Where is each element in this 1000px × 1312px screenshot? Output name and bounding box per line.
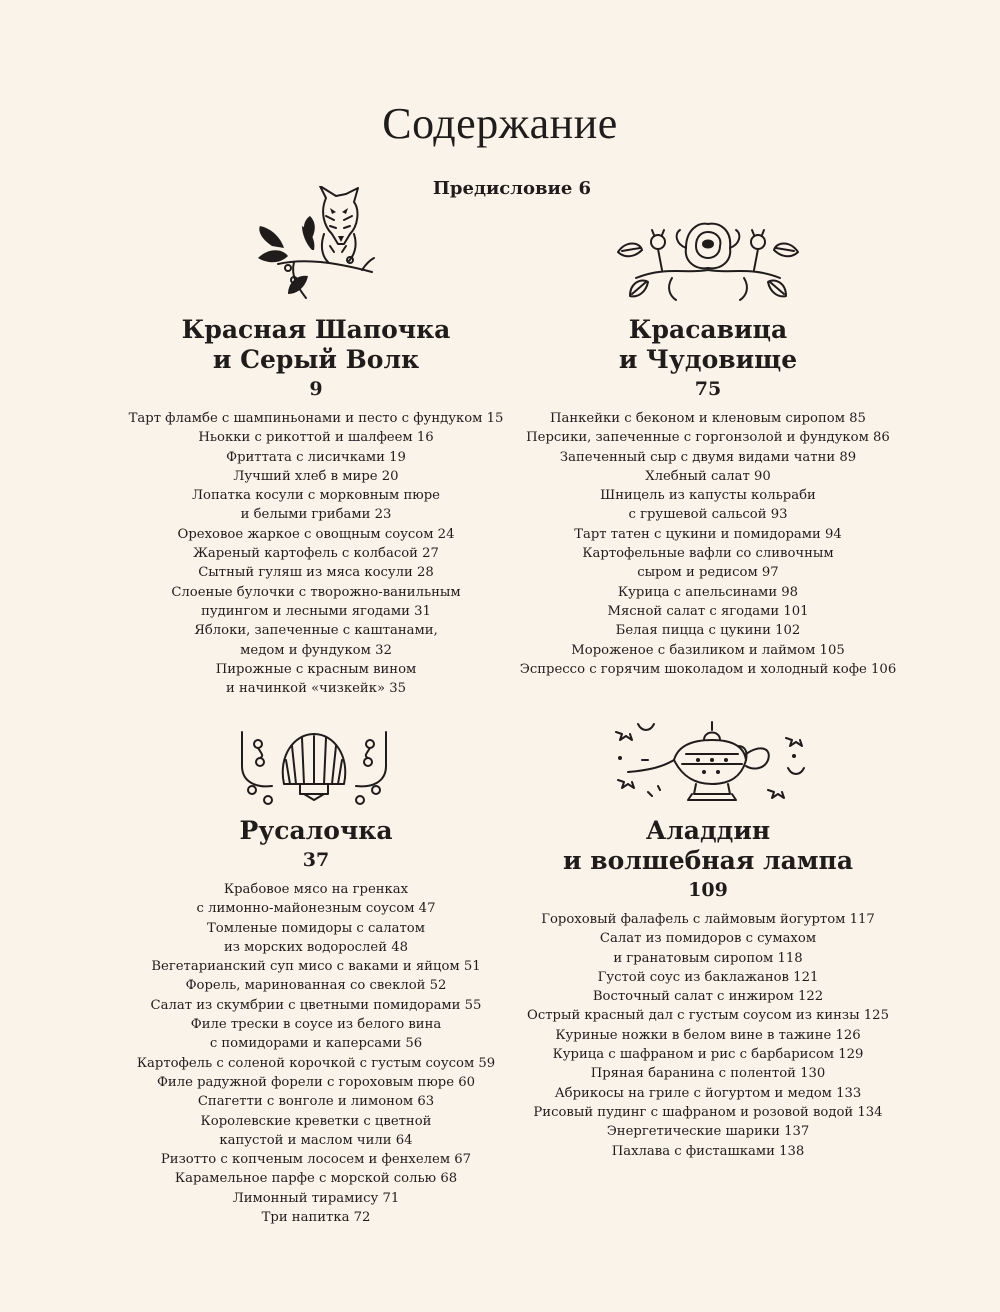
section-red-riding-hood [116,315,516,698]
recipe-entry: Густой соус из баклажанов 121 [597,969,819,985]
section-page-number: 37 [302,849,330,871]
recipe-entry: медом и фундуком 32 [240,642,392,658]
section-aladdin [508,816,908,1161]
recipe-entry: Тарт фламбе с шампиньонами и песто с фундуком 15 [128,411,504,426]
recipe-list [508,910,908,1161]
recipe-entry: капустой и маслом чили 64 [219,1132,413,1148]
section-beauty-and-beast [508,315,908,679]
recipe-entry: Фриттата с лисичками 19 [226,449,406,465]
recipe-list [508,409,908,679]
recipe-entry: и гранатовым сиропом 118 [613,950,803,966]
recipe-entry: Шницель из капусты кольраби [600,488,816,504]
recipe-entry: Салат из скумбрии с цветными помидорами 55 [150,997,482,1013]
recipe-entry: с помидорами и каперсами 56 [209,1036,423,1052]
recipe-entry: Рисовый пудинг с шафраном и розовой водой 134 [533,1104,883,1120]
recipe-entry: Лопатка косули с морковным пюре [192,488,440,504]
section-title: Аладдин [645,816,771,845]
recipe-entry: Персики, запеченные с горгонзолой и фундуком 86 [526,430,890,446]
recipe-entry: Картофель с соленой корочкой с густым соусом 59 [136,1055,496,1071]
section-page-number: 9 [309,378,323,400]
recipe-entry: Запеченный сыр с двумя видами чатни 89 [559,449,857,465]
recipe-entry: с лимонно-майонезным соусом 47 [196,901,436,917]
section-title: Красная Шапочка [181,315,451,344]
section-title-line2: и волшебная лампа [562,846,854,875]
recipe-entry: Абрикосы на гриле с йогуртом и медом 133 [554,1085,862,1101]
section-little-mermaid [116,816,516,1227]
recipe-entry: Салат из помидоров с сумахом [599,931,817,947]
recipe-entry: Хлебный салат 90 [645,468,771,484]
section-page-number: 75 [694,378,722,400]
recipe-entry: Восточный салат с инжиром 122 [592,989,824,1005]
recipe-entry: Лучший хлеб в мире 20 [233,468,399,484]
recipe-entry: Спагетти с вонголе и лимоном 63 [197,1094,435,1110]
magic-lamp-icon [608,720,808,810]
recipe-entry: Пирожные с красным вином [215,661,417,677]
recipe-entry: из морских водорослей 48 [224,939,408,955]
recipe-entry: Острый красный дал с густым соусом из кинзы 125 [527,1008,889,1024]
recipe-entry: Ореховое жаркое с овощным соусом 24 [177,526,455,542]
recipe-entry: Томленые помидоры с салатом [207,920,425,936]
recipe-entry: Королевские креветки с цветной [200,1113,432,1129]
recipe-entry: Курица с апельсинами 98 [617,584,799,600]
recipe-entry: пудингом и лесными ягодами 31 [201,603,431,619]
recipe-list [116,409,516,698]
recipe-entry: Белая пицца с цукини 102 [615,623,801,639]
recipe-entry: Пахлава с фисташками 138 [611,1143,805,1159]
recipe-list [116,880,516,1227]
fox-icon [254,186,378,302]
recipe-entry: Карамельное парфе с морской солью 68 [174,1171,458,1187]
recipe-entry: Ризотто с копченым лососем и фенхелем 67 [160,1152,472,1168]
recipe-entry: Тарт татен с цукини и помидорами 94 [574,526,842,542]
recipe-entry: Филе трески в соусе из белого вина [190,1017,442,1033]
recipe-entry: Крабовое мясо на гренках [223,882,409,897]
recipe-entry: Эспрессо с горячим шоколадом и холодный кофе 106 [519,661,897,677]
section-title: Русалочка [239,816,393,845]
recipe-entry: Лимонный тирамису 71 [232,1190,400,1206]
recipe-entry: Жареный картофель с колбасой 27 [193,546,439,562]
recipe-entry: Куриные ножки в белом вине в тажине 126 [555,1027,861,1043]
recipe-entry: Гороховый фалафель с лаймовым йогуртом 117 [541,912,875,927]
recipe-entry: Сытный гуляш из мяса косули 28 [198,565,434,581]
recipe-entry: Вегетарианский суп мисо с ваками и яйцом 51 [151,959,481,975]
recipe-entry: Форель, маринованная со свеклой 52 [185,978,447,994]
recipe-entry: Яблоки, запеченные с каштанами, [194,623,438,639]
section-title: Красавица [628,315,788,344]
section-title-line2: и Серый Волк [212,345,420,374]
recipe-entry: сыром и редисом 97 [637,565,779,581]
recipe-entry: Филе радужной форели с гороховым пюре 60 [156,1074,476,1090]
recipe-entry: Курица с шафраном и рис с барбарисом 129 [552,1047,864,1063]
recipe-entry: Мясной салат с ягодами 101 [607,603,809,619]
section-page-number: 109 [688,879,728,901]
rose-icon [616,218,800,302]
recipe-entry: Слоеные булочки с творожно-ванильным [171,584,461,600]
preface-entry: Предисловие 6 [432,178,592,199]
recipe-entry: Пряная баранина с полентой 130 [590,1066,826,1082]
page-title: Содержание [382,99,618,148]
recipe-entry: с грушевой сальсой 93 [628,507,788,523]
seashell-icon [238,726,390,808]
recipe-entry: Энергетические шарики 137 [606,1124,810,1140]
recipe-entry: Мороженое с базиликом и лаймом 105 [571,642,845,658]
recipe-entry: Картофельные вафли со сливочным [582,546,834,562]
recipe-entry: и начинкой «чизкейк» 35 [226,681,406,697]
recipe-entry: Панкейки с беконом и кленовым сиропом 85 [550,411,866,426]
recipe-entry: Три напитка 72 [261,1210,371,1226]
recipe-entry: и белыми грибами 23 [240,507,392,523]
section-title-line2: и Чудовище [618,345,798,374]
recipe-entry: Ньокки с рикоттой и шалфеем 16 [198,430,434,446]
